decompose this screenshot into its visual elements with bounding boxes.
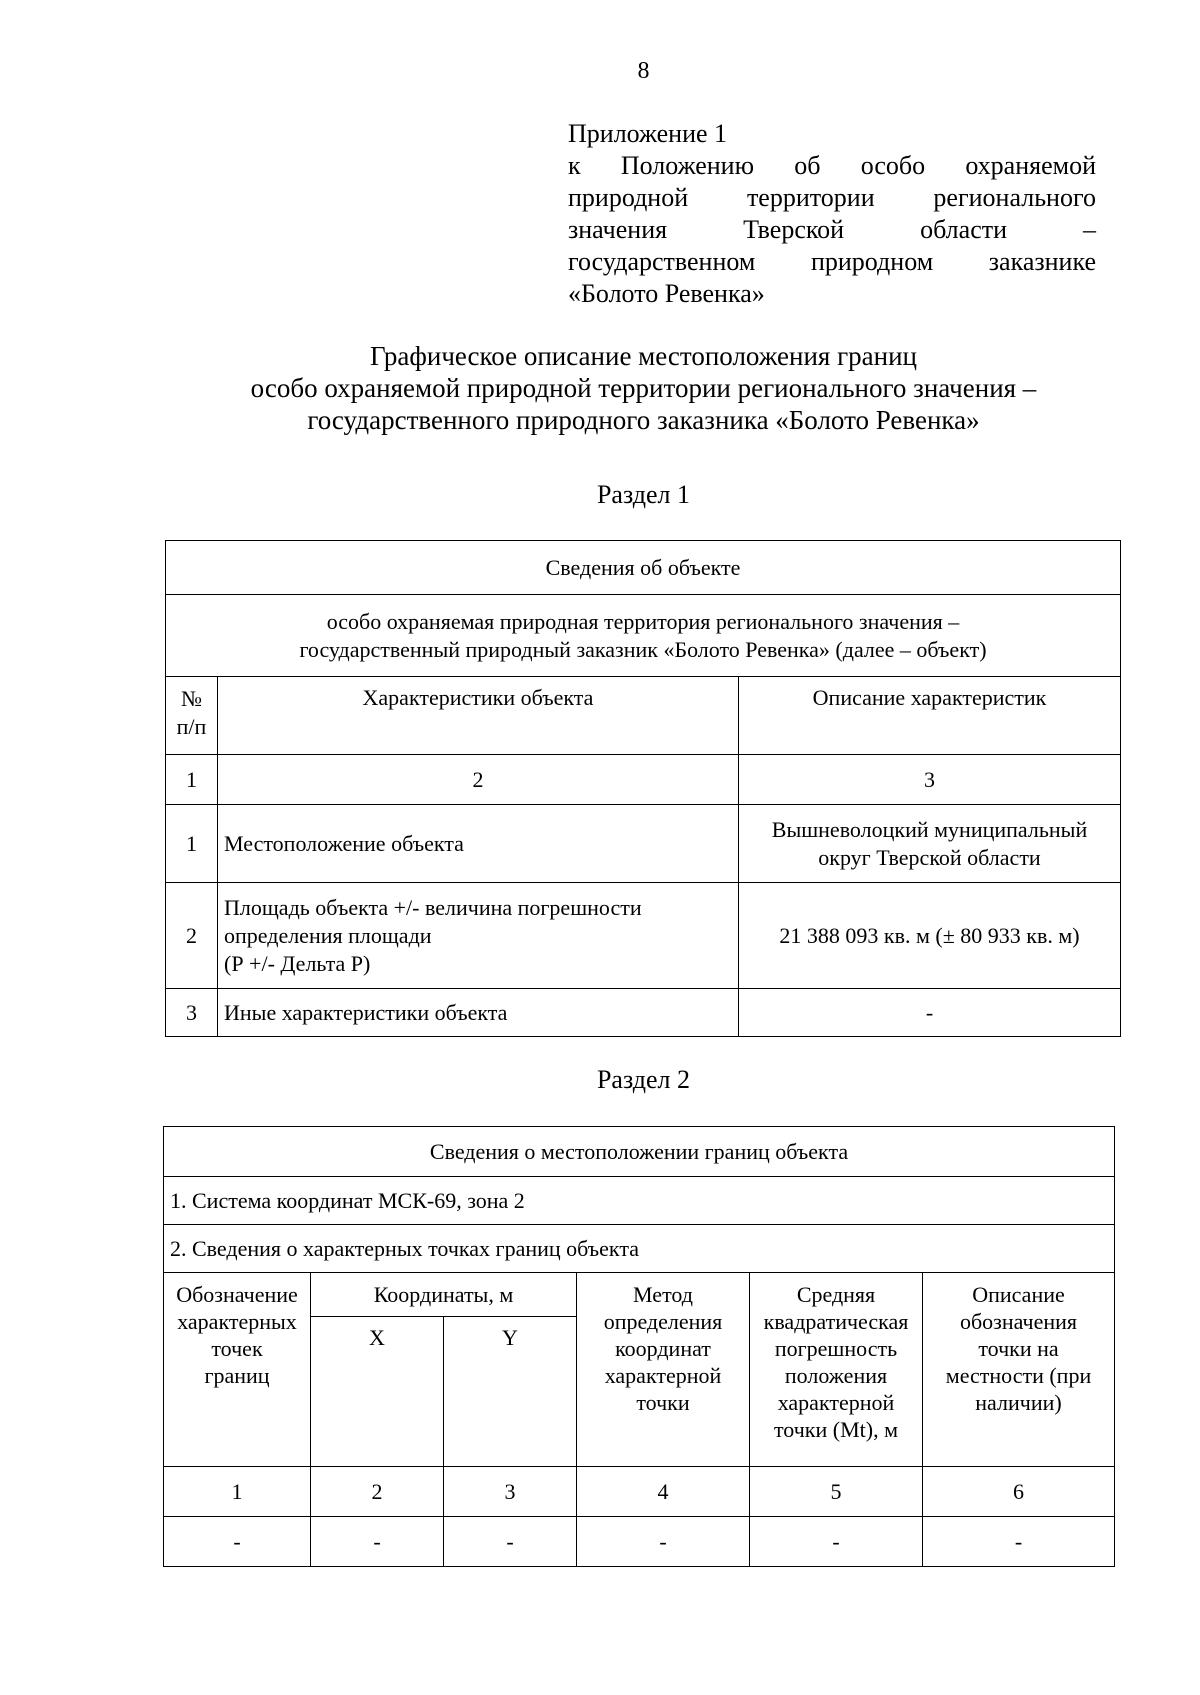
object-name-cell: [166, 595, 1121, 677]
appendix-line: к Положению об особо охраняемой: [568, 151, 1096, 180]
coord-system: 1. Система координат МСК-69, зона 2: [164, 1177, 1115, 1225]
column-number: 4: [577, 1467, 750, 1517]
description-line: Вышневолоцкий муниципальный: [771, 816, 1088, 842]
header-line: Метод: [633, 1282, 693, 1307]
table-caption: Сведения о местоположении границ объекта: [164, 1127, 1115, 1177]
header-line: координат: [615, 1336, 711, 1361]
title-line: особо охраняемой природной территории регионального значения –: [250, 373, 1037, 403]
header-line: точки (Mt), м: [773, 1417, 899, 1442]
row-description: [739, 805, 1121, 883]
table-row: [164, 1517, 1115, 1567]
data-cell: -: [311, 1517, 444, 1567]
points-info: 2. Сведения о характерных точках границ объекта: [164, 1225, 1115, 1273]
column-number: 3: [444, 1467, 577, 1517]
header-method: [577, 1273, 750, 1467]
appendix-line: значения Тверской области –: [568, 215, 1096, 244]
table-row: [166, 805, 1121, 883]
title-line: Графическое описание местоположения границ: [369, 341, 917, 371]
row-description: -: [739, 989, 1121, 1037]
column-number: 3: [739, 755, 1121, 805]
header-line: Обозначение: [176, 1282, 298, 1307]
header-line: Средняя: [796, 1282, 876, 1307]
header-line: точки на: [978, 1336, 1059, 1361]
row-characteristic: [218, 883, 739, 989]
data-cell: -: [577, 1517, 750, 1567]
column-number: 2: [218, 755, 739, 805]
section-2-label: Раздел 2: [596, 1065, 691, 1094]
object-line: государственный природный заказник «Болото Ревенка» (далее – объект): [299, 636, 987, 662]
header-designation: [164, 1273, 311, 1467]
header-line: положения: [784, 1363, 888, 1388]
data-cell: -: [164, 1517, 311, 1567]
header-line: квадратическая: [763, 1309, 909, 1334]
page-number: 8: [637, 58, 650, 84]
data-cell: -: [444, 1517, 577, 1567]
header-description: Описание характеристик: [739, 677, 1121, 755]
header-line: характерных: [177, 1309, 297, 1334]
data-cell: -: [750, 1517, 923, 1567]
header-line: Описание: [972, 1282, 1065, 1307]
header-num: [166, 677, 218, 755]
row-characteristic: Иные характеристики объекта: [218, 989, 739, 1037]
table-row: [166, 989, 1121, 1037]
table-caption: Сведения об объекте: [166, 541, 1121, 595]
row-characteristic: Местоположение объекта: [218, 805, 739, 883]
data-cell: -: [923, 1517, 1115, 1567]
appendix-line: природной территории регионального: [568, 183, 1096, 212]
header-coordinates: Координаты, м: [311, 1273, 577, 1317]
row-description: 21 388 093 кв. м (± 80 933 кв. м): [739, 883, 1121, 989]
table-row: [166, 883, 1121, 989]
appendix-line: Приложение 1: [568, 119, 728, 148]
boundaries-table: [163, 1126, 1115, 1567]
header-x: X: [311, 1317, 444, 1467]
row-num: 3: [166, 989, 218, 1037]
header-line: границ: [204, 1363, 270, 1388]
appendix-line: государственном природном заказнике: [568, 247, 1096, 276]
header-line: точки: [636, 1390, 690, 1415]
header-line: наличии): [975, 1390, 1062, 1415]
column-number: 6: [923, 1467, 1115, 1517]
header-line: характерной: [777, 1390, 895, 1415]
row-num: 2: [166, 883, 218, 989]
header-line: характерной: [604, 1363, 722, 1388]
characteristic-line: (Р +/- Дельта Р): [224, 950, 371, 976]
description-line: округ Тверской области: [818, 844, 1041, 870]
header-line: определения: [603, 1309, 723, 1334]
characteristic-line: определения площади: [224, 922, 432, 948]
header-line: точек: [211, 1336, 263, 1361]
header-line: обозначения: [959, 1309, 1078, 1334]
appendix-block: [568, 118, 1096, 310]
title-line: государственного природного заказника «Болото Ревенка»: [307, 405, 980, 435]
object-line: особо охраняемая природная территория регионального значения –: [326, 608, 960, 634]
row-num: 1: [166, 805, 218, 883]
header-line: местности (при: [945, 1363, 1092, 1388]
characteristic-line: Площадь объекта +/- величина погрешности: [224, 894, 642, 920]
header-num-line1: №: [181, 686, 202, 711]
section-1-label: Раздел 1: [596, 480, 691, 509]
column-number: 2: [311, 1467, 444, 1517]
header-characteristics: Характеристики объекта: [218, 677, 739, 755]
column-number: 1: [166, 755, 218, 805]
column-number: 1: [164, 1467, 311, 1517]
appendix-line: «Болото Ревенка»: [568, 279, 765, 308]
header-error: [750, 1273, 923, 1467]
header-num-line2: п/п: [176, 714, 207, 739]
header-line: погрешность: [774, 1336, 898, 1361]
column-number: 5: [750, 1467, 923, 1517]
header-y: Y: [444, 1317, 577, 1467]
header-location: [923, 1273, 1115, 1467]
document-title: [0, 340, 1200, 436]
object-info-table: [165, 540, 1121, 1037]
